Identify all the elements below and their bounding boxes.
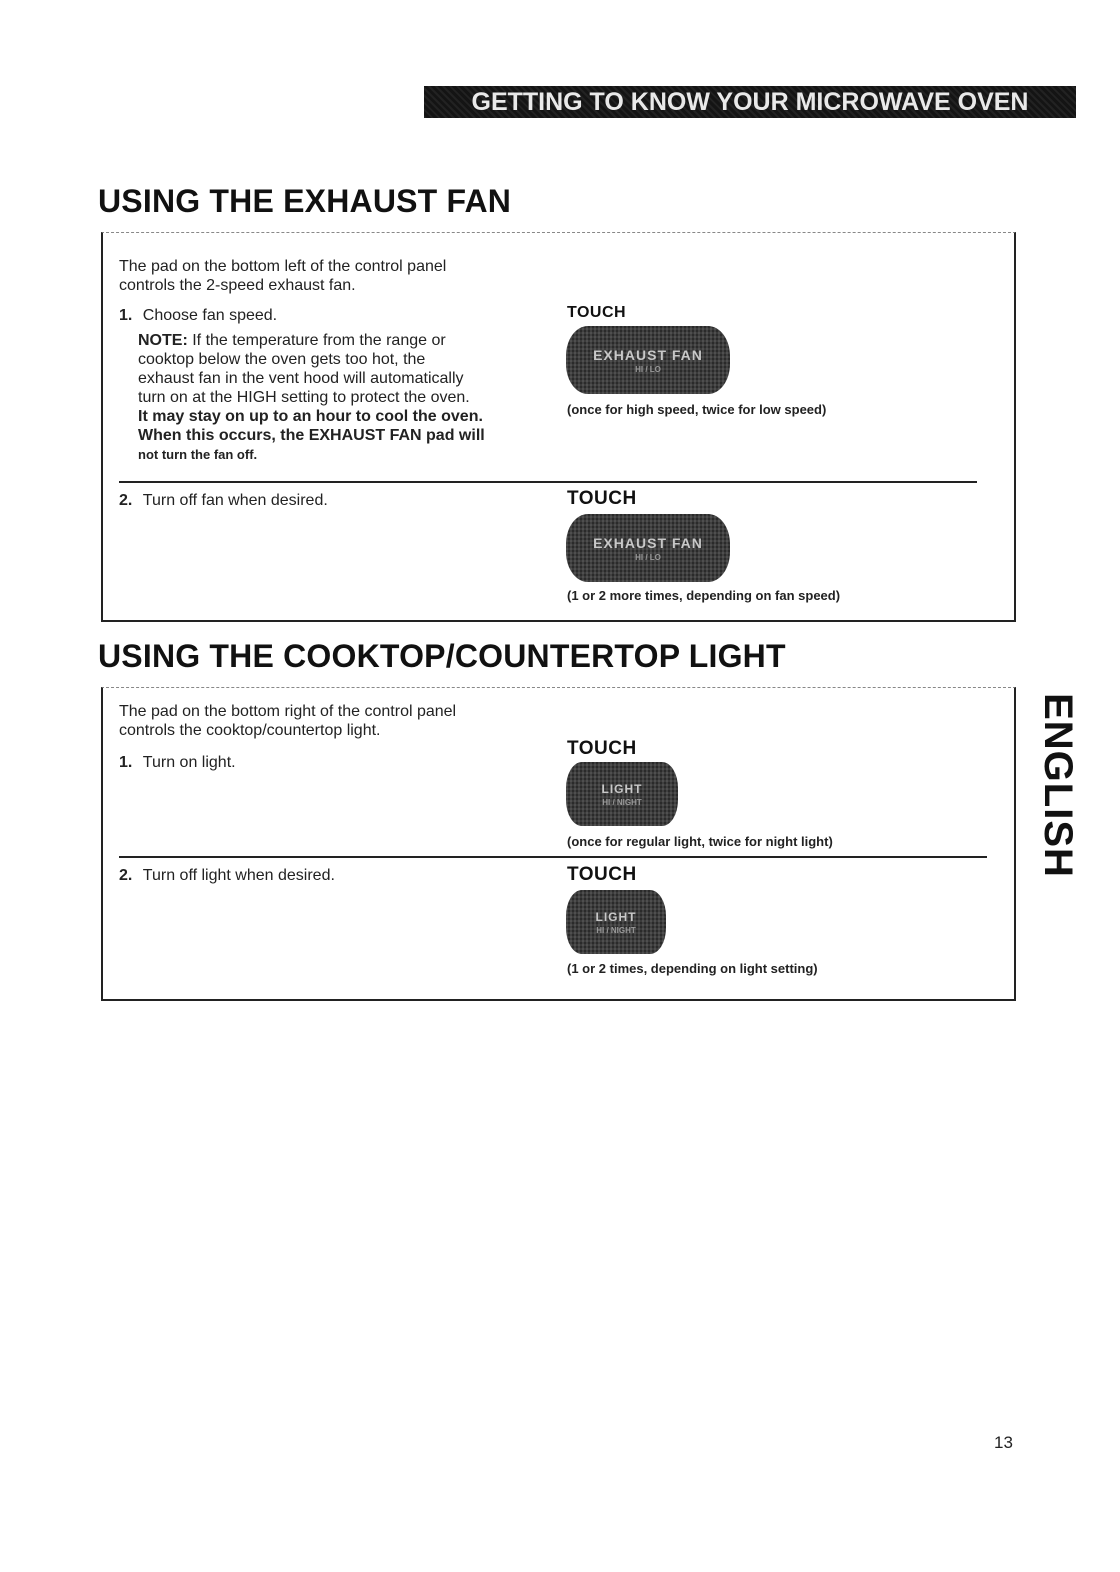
exhaust-intro-line2: controls the 2-speed exhaust fan. [119,277,356,294]
light-pad-off[interactable] [566,890,666,954]
note-line2: cooktop below the oven gets too hot, the [138,351,426,368]
divider [119,856,987,858]
pad-label: EXHAUST FAN [593,534,703,551]
touch-label-fan-2: TOUCH [567,488,637,509]
exhaust-caption-2: (1 or 2 more times, depending on fan speed) [567,588,841,603]
note-bold-line2: When this occurs, the EXHAUST FAN pad will [138,427,485,444]
page-number: 13 [994,1433,1013,1452]
touch-label-fan-1: TOUCH [567,304,627,321]
language-side-tab-text: ENGLISH [1035,692,1080,878]
pad-sublabel: HI / LO [635,364,661,374]
exhaust-step1-text: Choose fan speed. [142,307,278,324]
light-step1-number: 1. [119,754,133,771]
light-pad[interactable] [566,762,678,826]
exhaust-note [138,331,558,464]
light-step2-number: 2. [119,867,133,884]
pad-sublabel: HI / NIGHT [596,925,636,935]
light-caption-2: (1 or 2 times, depending on light setting) [567,961,818,976]
chapter-banner: GETTING TO KNOW YOUR MICROWAVE OVEN [424,86,1076,118]
note-bold-line3: not turn the fan off. [138,447,258,462]
note-line3: exhaust fan in the vent hood will automatically [138,370,464,387]
touch-label-light-1: TOUCH [567,738,637,759]
light-step1 [119,753,236,772]
pad-sublabel: HI / LO [635,552,661,562]
exhaust-step1-number: 1. [119,307,133,324]
note-line4: turn on at the HIGH setting to protect the oven. [138,389,470,406]
exhaust-fan-pad[interactable] [566,326,730,394]
light-step1-text: Turn on light. [142,754,236,771]
exhaust-intro [119,257,446,295]
light-intro-line2: controls the cooktop/countertop light. [119,722,381,739]
light-intro [119,702,456,740]
exhaust-caption-1: (once for high speed, twice for low speed) [567,402,827,417]
exhaust-step2-number: 2. [119,492,133,509]
pad-label: LIGHT [595,909,637,924]
light-step2 [119,866,335,885]
cooktop-light-title: USING THE COOKTOP/COUNTERTOP LIGHT [98,638,786,674]
light-caption-1: (once for regular light, twice for night light) [567,834,833,849]
exhaust-intro-line1: The pad on the bottom left of the control panel [119,258,447,275]
note-line1: If the temperature from the range or [187,332,446,349]
light-step2-text: Turn off light when desired. [142,867,335,884]
language-side-tab [1035,682,1080,888]
pad-label: LIGHT [601,781,643,796]
exhaust-fan-pad-off[interactable] [566,514,730,582]
note-label: NOTE: [138,332,188,349]
exhaust-step2 [119,491,328,510]
touch-label-light-2: TOUCH [567,864,637,885]
light-intro-line1: The pad on the bottom right of the control panel [119,703,457,720]
divider [119,481,977,483]
pad-label: EXHAUST FAN [593,346,703,363]
exhaust-step2-text: Turn off fan when desired. [142,492,328,509]
note-bold-line1: It may stay on up to an hour to cool the oven. [138,408,483,425]
exhaust-fan-title: USING THE EXHAUST FAN [98,183,512,219]
pad-sublabel: HI / NIGHT [602,797,642,807]
exhaust-step1 [119,306,277,325]
